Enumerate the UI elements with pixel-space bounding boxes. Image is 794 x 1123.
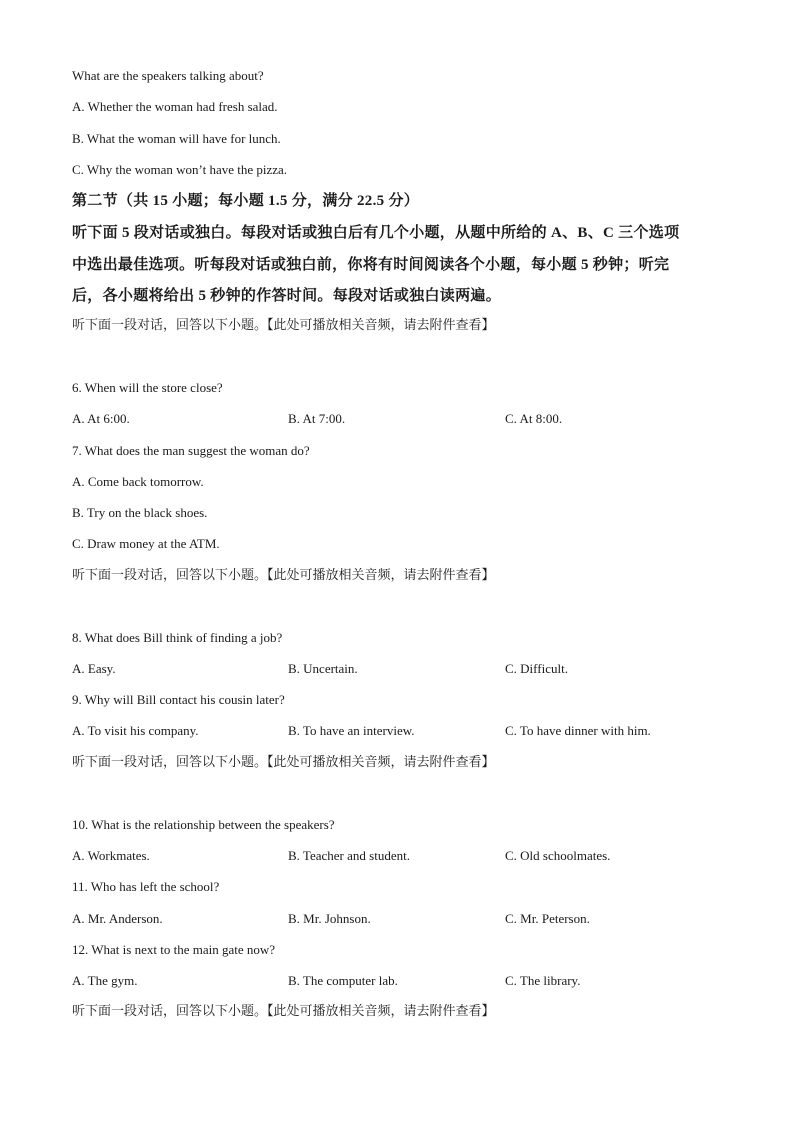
question-7-option-b: B. Try on the black shoes. [72,505,208,520]
question-10-option-a: A. Workmates. [72,848,150,863]
audio-note-4: 听下面一段对话，回答以下小题。【此处可播放相关音频，请去附件查看】 [72,1004,495,1019]
question-5-text: What are the speakers talking about? [72,68,264,83]
question-10-text: 10. What is the relationship between the speakers? [72,817,335,832]
question-7-option-a: A. Come back tomorrow. [72,474,204,489]
section-2-instruction-line-2: 中选出最佳选项。听每段对话或独白前，你将有时间阅读各个小题，每小题 5 秒钟；听完 [72,257,670,273]
audio-note-1: 听下面一段对话，回答以下小题。【此处可播放相关音频，请去附件查看】 [72,318,495,333]
question-9-text: 9. Why will Bill contact his cousin later? [72,692,285,707]
question-12-option-c: C. The library. [505,973,581,988]
question-11-option-b: B. Mr. Johnson. [288,911,371,926]
question-5-option-c: C. Why the woman won’t have the pizza. [72,162,288,177]
audio-note-3: 听下面一段对话，回答以下小题。【此处可播放相关音频，请去附件查看】 [72,755,495,770]
question-9-option-c: C. To have dinner with him. [505,723,651,738]
question-7-text: 7. What does the man suggest the woman do? [72,443,310,458]
question-8-option-b: B. Uncertain. [288,661,358,676]
question-5-option-a: A. Whether the woman had fresh salad. [72,99,278,114]
question-7-option-c: C. Draw money at the ATM. [72,536,220,551]
question-6-text: 6. When will the store close? [72,380,223,395]
question-12-option-a: A. The gym. [72,973,138,988]
question-5-option-b: B. What the woman will have for lunch. [72,131,281,146]
question-9-option-b: B. To have an interview. [288,723,415,738]
question-11-option-a: A. Mr. Anderson. [72,911,163,926]
question-9-option-a: A. To visit his company. [72,723,199,738]
question-10-option-b: B. Teacher and student. [288,848,410,863]
question-11-text: 11. Who has left the school? [72,879,220,894]
section-2-instruction-line-1: 听下面 5 段对话或独白。每段对话或独白后有几个小题，从题中所给的 A、B、C 三个选项 [72,225,680,241]
audio-note-2: 听下面一段对话，回答以下小题。【此处可播放相关音频，请去附件查看】 [72,568,495,583]
question-12-option-b: B. The computer lab. [288,973,398,988]
question-12-text: 12. What is next to the main gate now? [72,942,276,957]
question-8-option-a: A. Easy. [72,661,116,676]
section-2-instruction-line-3: 后，各小题将给出 5 秒钟的作答时间。每段对话或独白读两遍。 [72,288,502,304]
question-10-option-c: C. Old schoolmates. [505,848,611,863]
question-6-option-a: A. At 6:00. [72,411,130,426]
question-6-option-c: C. At 8:00. [505,411,563,426]
section-2-heading: 第二节（共 15 小题；每小题 1.5 分，满分 22.5 分） [72,193,420,209]
question-8-option-c: C. Difficult. [505,661,568,676]
question-8-text: 8. What does Bill think of finding a job? [72,630,283,645]
question-6-option-b: B. At 7:00. [288,411,346,426]
question-11-option-c: C. Mr. Peterson. [505,911,590,926]
